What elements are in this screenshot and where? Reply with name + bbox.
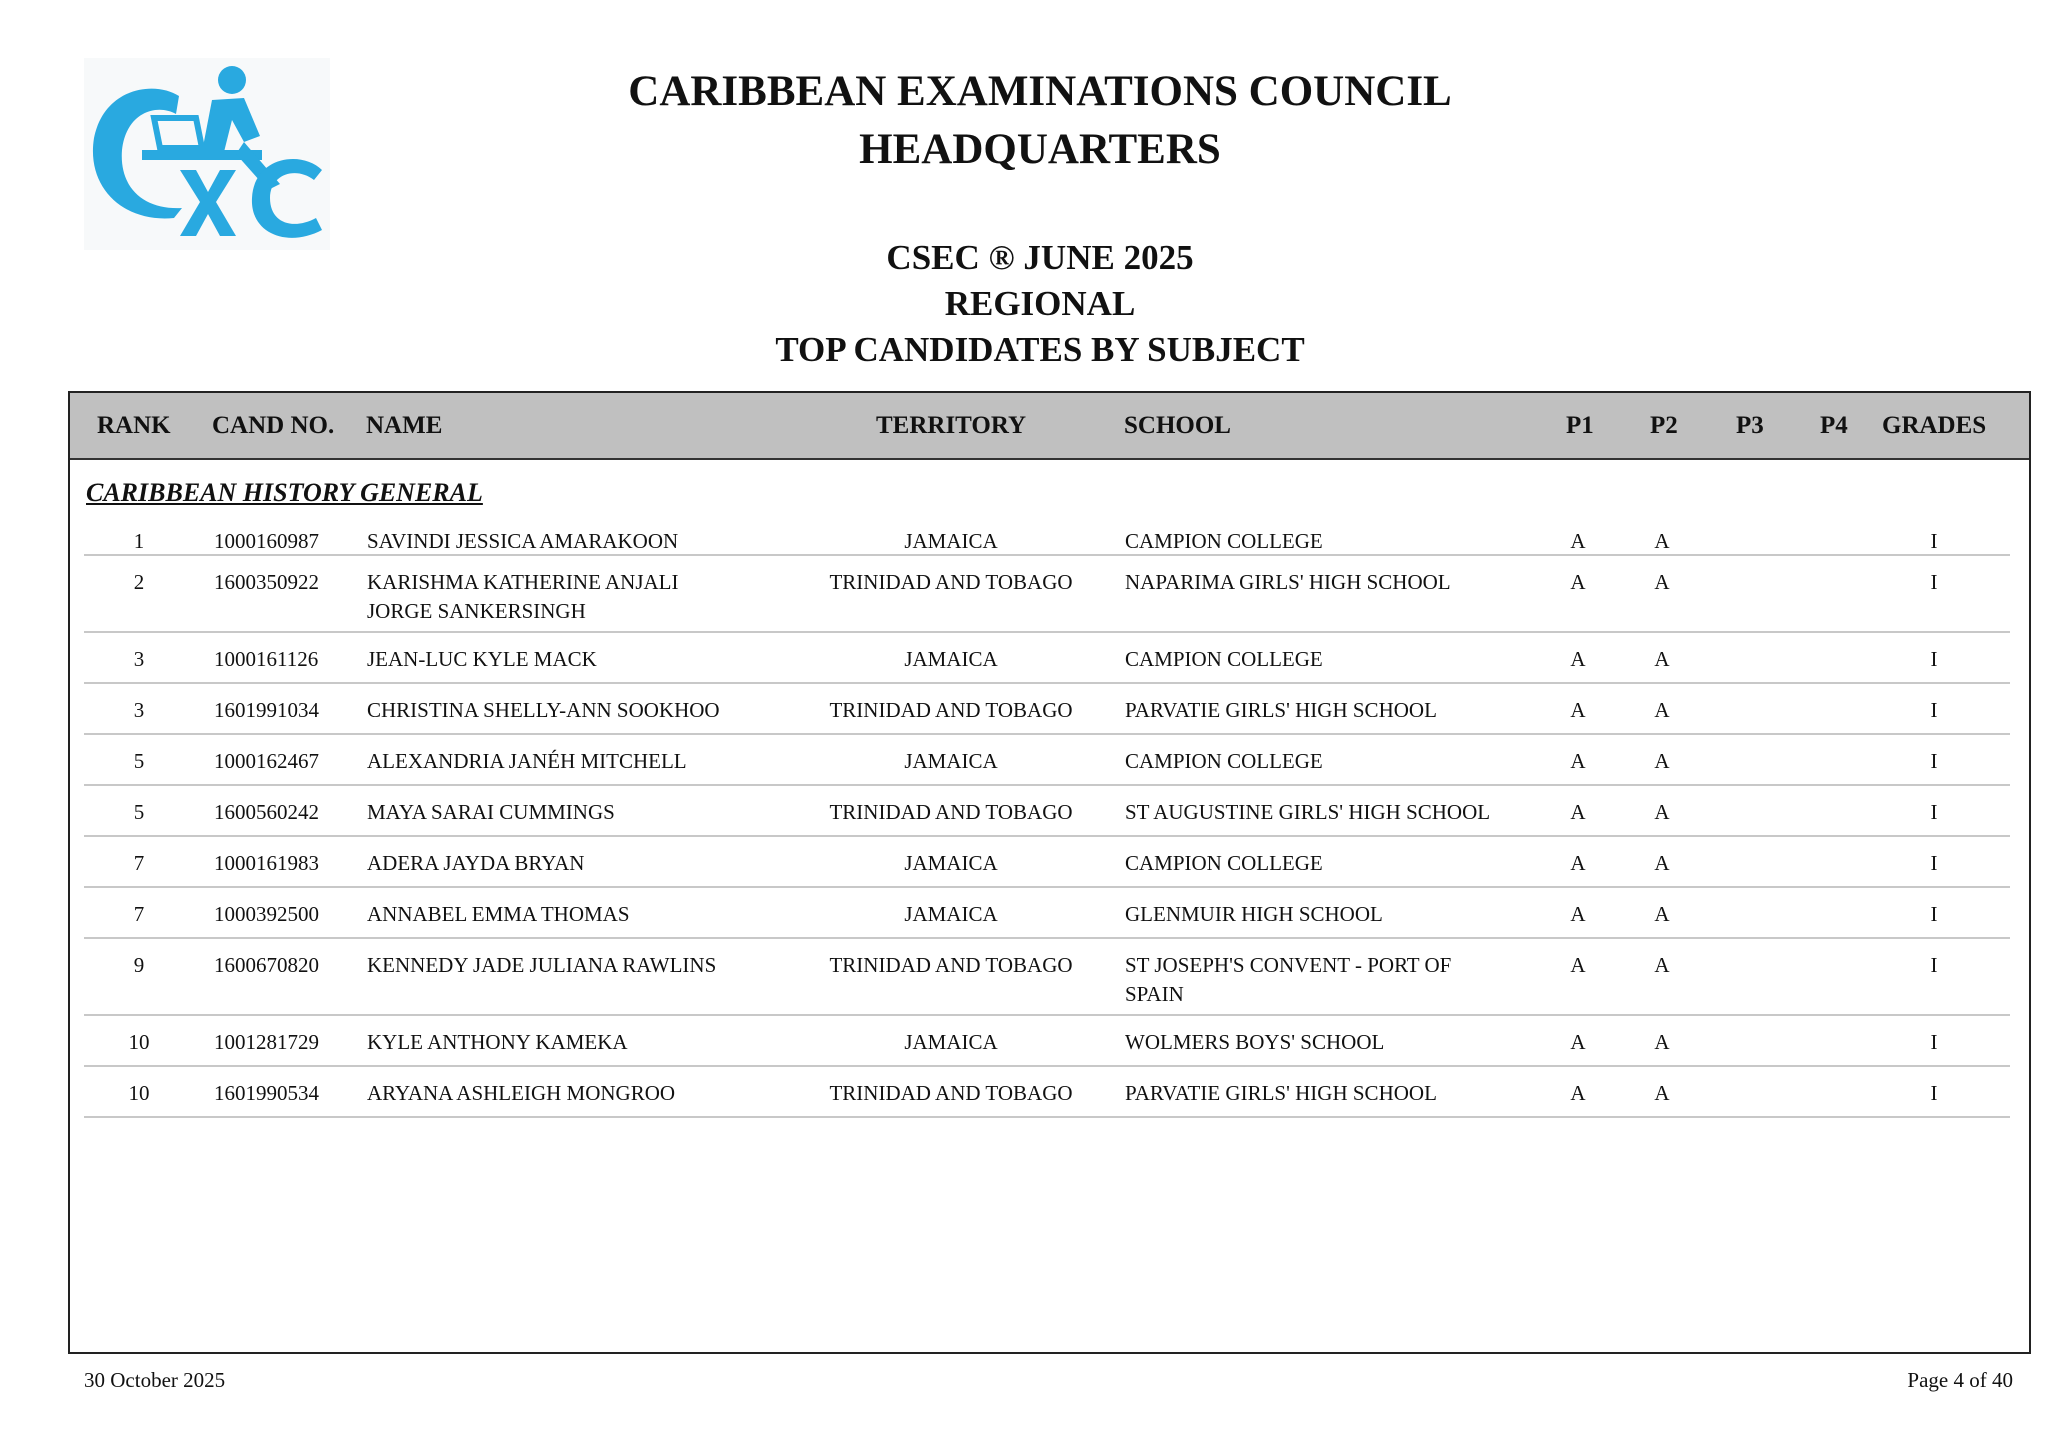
name-cell: KARISHMA KATHERINE ANJALI JORGE SANKERSINGH [367,570,679,623]
cand-no-cell: 1000392500 [214,902,319,926]
cand-no-cell: 1601990534 [214,1081,319,1105]
cand-no-cell: 1600350922 [214,570,319,594]
territory-cell: JAMAICA [904,851,998,875]
name-cell: ANNABEL EMMA THOMAS [367,902,630,926]
p1-cell: A [1570,800,1586,824]
table-row [84,735,2010,786]
grade-cell: I [1930,570,1938,594]
territory-cell: TRINIDAD AND TOBAGO [829,1081,1073,1105]
territory-cell: JAMAICA [904,529,998,553]
p1-cell: A [1570,529,1586,553]
p2-cell: A [1654,570,1670,594]
territory-cell: JAMAICA [904,1030,998,1054]
table-row [84,837,2010,888]
school-cell: GLENMUIR HIGH SCHOOL [1125,902,1383,926]
school-cell: ST AUGUSTINE GIRLS' HIGH SCHOOL [1125,800,1491,824]
grade-cell: I [1930,851,1938,875]
col-rank: RANK [97,412,171,439]
name-cell: MAYA SARAI CUMMINGS [367,800,615,824]
cand-no-cell: 1000160987 [214,529,319,553]
name-cell: ARYANA ASHLEIGH MONGROO [367,1081,676,1105]
p2-cell: A [1654,1030,1670,1054]
p2-cell: A [1654,800,1670,824]
page-number: Page 4 of 40 [1907,1368,2013,1392]
rank-cell: 10 [128,1081,150,1105]
col-p4: P4 [1820,412,1848,439]
name-cell: JEAN-LUC KYLE MACK [367,647,597,671]
table-row [84,515,2010,556]
rank-cell: 9 [133,953,145,977]
p1-cell: A [1570,902,1586,926]
col-p1: P1 [1566,412,1594,439]
name-cell: KENNEDY JADE JULIANA RAWLINS [367,953,717,977]
rank-cell: 5 [133,800,145,824]
p1-cell: A [1570,953,1586,977]
col-cand-no: CAND NO. [212,412,335,439]
school-cell: CAMPION COLLEGE [1125,529,1323,553]
rank-cell: 3 [133,698,145,722]
p2-cell: A [1654,851,1670,875]
school-cell: CAMPION COLLEGE [1125,749,1323,773]
col-grades: GRADES [1882,412,1987,439]
p2-cell: A [1654,647,1670,671]
name-cell: CHRISTINA SHELLY-ANN SOOKHOO [367,698,720,722]
grade-cell: I [1930,800,1938,824]
p1-cell: A [1570,570,1586,594]
cand-no-cell: 1001281729 [214,1030,319,1054]
grade-cell: I [1930,698,1938,722]
p1-cell: A [1570,851,1586,875]
report-date: 30 October 2025 [84,1368,226,1392]
territory-cell: JAMAICA [904,749,998,773]
exam-title: CSEC ® JUNE 2025 [886,238,1194,277]
rank-cell: 10 [128,1030,150,1054]
territory-cell: TRINIDAD AND TOBAGO [829,953,1073,977]
school-cell: NAPARIMA GIRLS' HIGH SCHOOL [1125,570,1451,594]
rank-cell: 7 [133,902,145,926]
col-name: NAME [366,412,443,439]
territory-cell: JAMAICA [904,647,998,671]
org-subtitle: HEADQUARTERS [859,126,1221,173]
report-title: TOP CANDIDATES BY SUBJECT [775,330,1305,369]
rank-cell: 5 [133,749,145,773]
cand-no-cell: 1600560242 [214,800,319,824]
table-row [84,939,2010,1016]
table-row [84,633,2010,684]
table-row [84,556,2010,633]
territory-cell: TRINIDAD AND TOBAGO [829,800,1073,824]
col-p2: P2 [1650,412,1678,439]
school-cell: PARVATIE GIRLS' HIGH SCHOOL [1125,1081,1437,1105]
col-territory: TERRITORY [876,412,1027,439]
subject-heading: CARIBBEAN HISTORY GENERAL [86,478,483,507]
name-cell: SAVINDI JESSICA AMARAKOON [367,529,679,553]
p2-cell: A [1654,529,1670,553]
p2-cell: A [1654,902,1670,926]
grade-cell: I [1930,749,1938,773]
cand-no-cell: 1000161983 [214,851,319,875]
name-cell: ADERA JAYDA BRYAN [367,851,585,875]
p2-cell: A [1654,1081,1670,1105]
p1-cell: A [1570,647,1586,671]
territory-cell: JAMAICA [904,902,998,926]
grade-cell: I [1930,953,1938,977]
p2-cell: A [1654,953,1670,977]
school-cell: PARVATIE GIRLS' HIGH SCHOOL [1125,698,1437,722]
table-row [84,1016,2010,1067]
cand-no-cell: 1000161126 [214,647,319,671]
grade-cell: I [1930,1030,1938,1054]
table-row [84,786,2010,837]
cand-no-cell: 1600670820 [214,953,319,977]
p2-cell: A [1654,749,1670,773]
territory-cell: TRINIDAD AND TOBAGO [829,570,1073,594]
org-title: CARIBBEAN EXAMINATIONS COUNCIL [628,68,1452,115]
table-row [84,1067,2010,1118]
results-table [68,391,2031,1354]
cand-no-cell: 1601991034 [214,698,319,722]
scope-title: REGIONAL [944,284,1136,323]
p2-cell: A [1654,698,1670,722]
p1-cell: A [1570,698,1586,722]
school-cell: CAMPION COLLEGE [1125,851,1323,875]
table-header [70,393,2029,460]
territory-cell: TRINIDAD AND TOBAGO [829,698,1073,722]
school-cell: ST JOSEPH'S CONVENT - PORT OF SPAIN [1125,953,1452,1006]
school-cell: WOLMERS BOYS' SCHOOL [1125,1030,1385,1054]
rank-cell: 3 [133,647,145,671]
table-row [84,684,2010,735]
grade-cell: I [1930,647,1938,671]
rank-cell: 1 [133,529,145,553]
cand-no-cell: 1000162467 [214,749,319,773]
rank-cell: 2 [133,570,145,594]
p1-cell: A [1570,1081,1586,1105]
school-cell: CAMPION COLLEGE [1125,647,1323,671]
name-cell: KYLE ANTHONY KAMEKA [367,1030,628,1054]
grade-cell: I [1930,1081,1938,1105]
col-p3: P3 [1736,412,1764,439]
rank-cell: 7 [133,851,145,875]
p1-cell: A [1570,1030,1586,1054]
table-row [84,888,2010,939]
grade-cell: I [1930,902,1938,926]
grade-cell: I [1930,529,1938,553]
name-cell: ALEXANDRIA JANÉH MITCHELL [367,749,687,773]
p1-cell: A [1570,749,1586,773]
col-school: SCHOOL [1124,412,1231,439]
